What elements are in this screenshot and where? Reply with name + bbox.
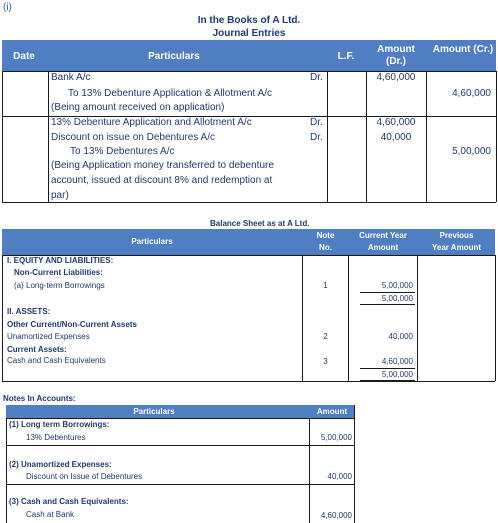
entry1-credit-account: To 13% Debenture Application & Allotment A/c: [68, 88, 273, 99]
bs-liabilities-total: 5,00,000: [381, 294, 413, 303]
journal-header-lf: L.F.: [337, 51, 355, 62]
journal-header-date: Date: [13, 51, 35, 62]
bs-equity-liabilities: I. EQUITY AND LIABILITIES:: [7, 256, 114, 265]
bs-note-1: 1: [323, 281, 328, 290]
note3-item: Cash at Bank: [26, 510, 75, 519]
entry1-debit-account: Bank A/c: [51, 72, 91, 83]
bs-long-term-borrowings: (a) Long-term Borrowings: [14, 281, 105, 290]
entry2-narration-2: account, issued at discount 8% and redemption at: [51, 175, 273, 186]
note3-heading: (3) Cash and Cash Equivalents:: [9, 497, 129, 506]
note1-amount: 5,00,000: [320, 433, 352, 442]
section-marker: (i): [3, 2, 12, 13]
entry2-debit-account-2: Discount on issue on Debentures A/c: [51, 132, 215, 143]
entry2-dr-amount-1: 4,60,000: [376, 117, 416, 128]
journal-header-particulars: Particulars: [148, 51, 200, 62]
bs-note-2: 2: [323, 332, 328, 341]
journal-header-dr: Amount (Dr.): [377, 44, 415, 67]
entry2-narration-1: (Being Application money transferred to debenture: [51, 160, 274, 171]
balance-header-current-amount: Amount: [367, 243, 399, 252]
entry2-debit-account-1: 13% Debenture Application and Allotment A/c: [51, 117, 252, 128]
balance-header-note: Note: [316, 231, 335, 240]
balance-sheet-title: Balance Sheet as at A Ltd.: [210, 219, 310, 228]
entry2-dr-label-1: Dr.: [310, 117, 323, 128]
note3-amount: 4,60,000: [320, 511, 352, 520]
bs-borrowings-amount: 5,00,000: [381, 281, 413, 290]
note1-item: 13% Debentures: [26, 433, 86, 442]
bs-unamortized-expenses: Unamortized Expenses: [7, 332, 90, 341]
bs-noncurrent-liabilities: Non-Current Liabilities:: [14, 268, 103, 277]
bs-cash-equivalents: Cash and Cash Equivalents: [7, 356, 106, 365]
bs-cash-amount: 4,60,000: [381, 357, 413, 366]
note2-amount: 40,000: [327, 472, 352, 481]
balance-header-current: Current Year: [359, 231, 407, 240]
note2-heading: (2) Unamortized Expenses:: [9, 460, 112, 469]
balance-header-particulars: Particulars: [131, 237, 173, 246]
journal-header-cr: Amount (Cr.): [432, 44, 494, 55]
notes-header-particulars: Particulars: [133, 407, 175, 416]
entry1-narration: (Being amount received on application): [51, 102, 225, 113]
note1-heading: (1) Long term Borrowings:: [9, 420, 110, 429]
bs-note-3: 3: [323, 357, 328, 366]
bs-other-assets: Other Current/Non-Current Assets: [7, 320, 137, 329]
bs-assets: II. ASSETS:: [7, 307, 51, 316]
entry2-dr-amount-2: 40,000: [380, 132, 412, 143]
notes-title: Notes In Accounts:: [3, 394, 76, 403]
bs-unamortized-amount: 40,000: [388, 332, 413, 341]
entry1-cr-amount: 4,60,000: [452, 88, 491, 99]
page-subtitle: Journal Entries: [212, 28, 286, 39]
note2-item: Discount on Issue of Debentures: [26, 472, 143, 481]
balance-header-previous-amount: Year Amount: [431, 243, 482, 252]
entry1-dr-amount: 4,60,000: [376, 72, 416, 83]
entry2-dr-label-2: Dr.: [310, 132, 323, 143]
balance-header-note-no: No.: [319, 243, 332, 252]
notes-header-amount: Amount: [316, 407, 348, 416]
bs-assets-total: 5,00,000: [381, 370, 413, 379]
bs-current-assets: Current Assets:: [7, 345, 67, 354]
page-title: In the Books of A Ltd.: [197, 15, 301, 26]
entry1-dr-label: Dr.: [310, 72, 323, 83]
entry2-narration-3: par): [51, 190, 69, 201]
balance-header-previous: Previous: [439, 231, 474, 240]
entry2-credit-account: To 13% Debentures A/c: [70, 146, 175, 157]
entry2-cr-amount: 5,00,000: [452, 146, 491, 157]
